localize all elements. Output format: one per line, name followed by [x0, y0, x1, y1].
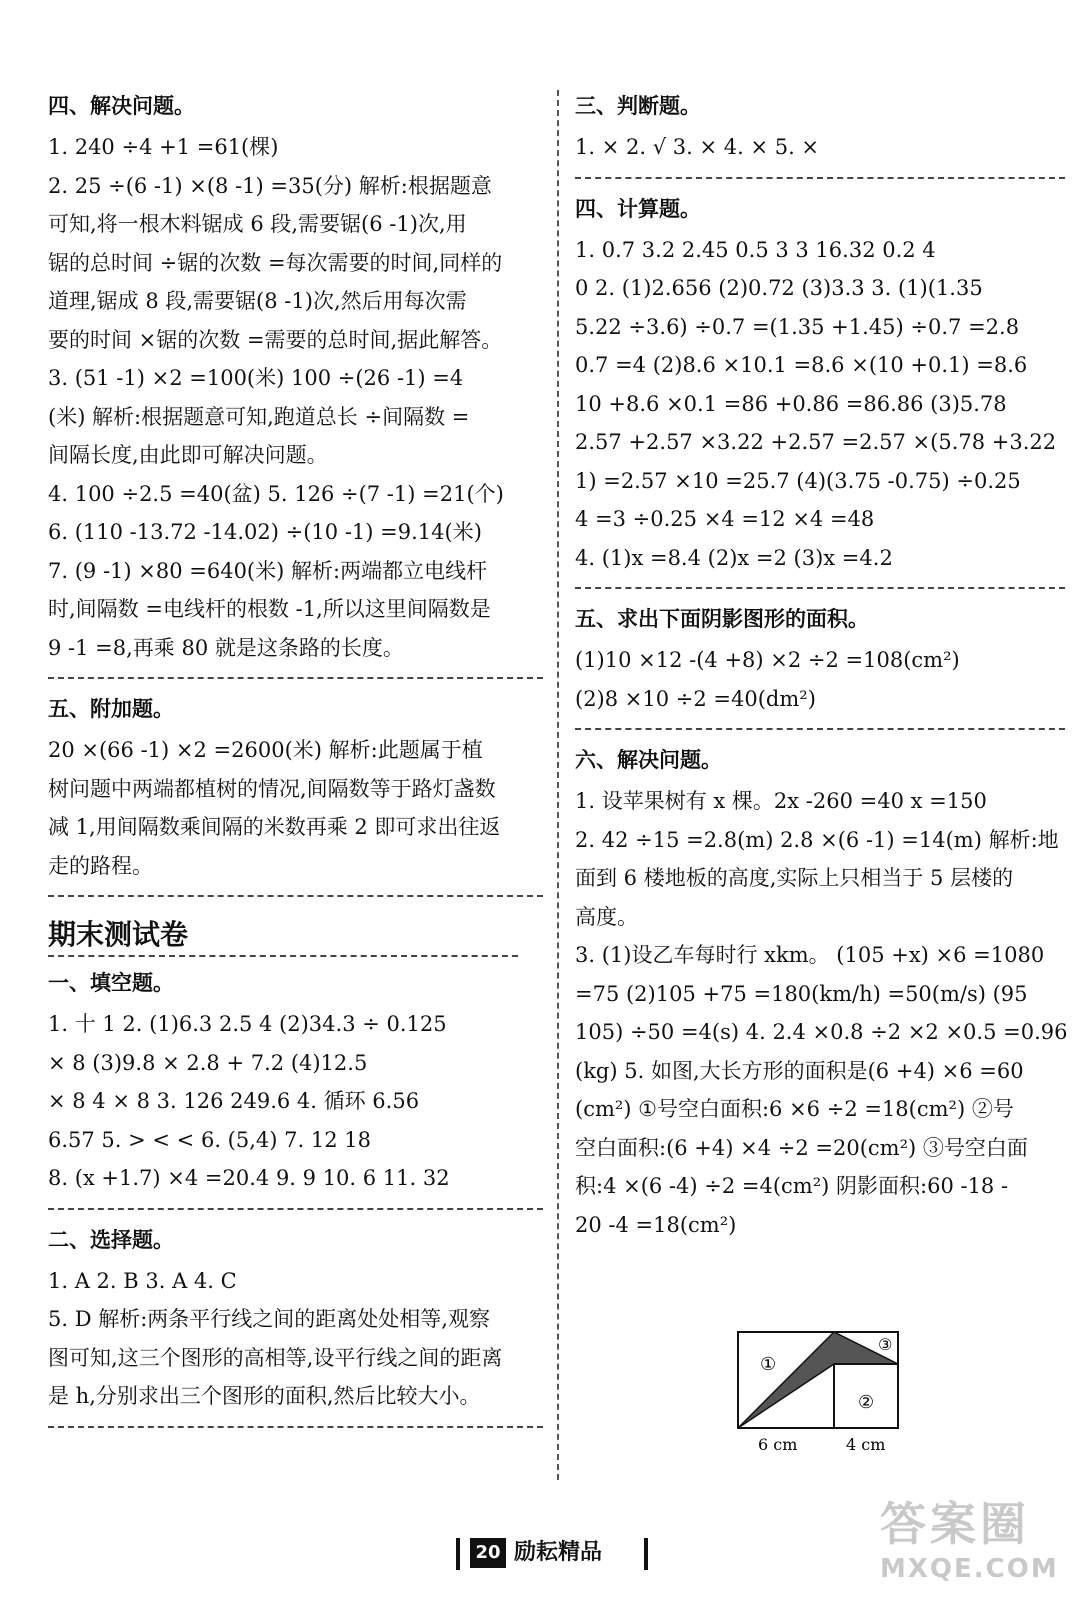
text-line: 积:4 ×(6 -4) ÷2 =4(cm²) 阴影面积:60 -18 -: [575, 1174, 1009, 1198]
text-line: 锯的总时间 ÷锯的次数 =每次需要的时间,同样的: [48, 250, 503, 275]
text-line: (kg) 5. 如图,大长方形的面积是(6 +4) ×6 =60: [575, 1058, 1024, 1083]
separator: [48, 1426, 543, 1428]
text-line: 20 -4 =18(cm²): [575, 1212, 737, 1237]
text-line: 4. 100 ÷2.5 =40(盆) 5. 126 ÷(7 -1) =21(个): [48, 481, 504, 506]
left-section5-body: [48, 731, 543, 885]
big-rectangle: [738, 1332, 898, 1428]
footer-bar-right: [644, 1538, 648, 1570]
shaded-region: [738, 1332, 898, 1428]
text-line: 1) =2.57 ×10 =25.7 (4)(3.75 -0.75) ÷0.25: [575, 468, 1021, 493]
text-line: 面到 6 楼地板的高度,实际上只相当于 5 层楼的: [575, 866, 1014, 890]
separator: [48, 895, 543, 897]
calculation-title: 四、计算题。: [575, 196, 701, 221]
choice-title: 二、选择题。: [48, 1227, 174, 1252]
text-line: 2.57 +2.57 ×3.22 +2.57 =2.57 ×(5.78 +3.22: [575, 430, 1057, 454]
separator: [575, 587, 1065, 589]
fill-blank-title: 一、填空题。: [48, 971, 174, 995]
watermark-text: 答案圈: [880, 1497, 1030, 1551]
text-line: 树问题中两端都植树的情况,间隔数等于路灯盏数: [48, 776, 496, 801]
text-line: 道理,锯成 8 段,需要锯(8 -1)次,然后用每次需: [48, 289, 467, 313]
judgement-body: [575, 128, 1065, 167]
dim-label-right: 4 cm: [846, 1435, 886, 1454]
problem-body: [575, 782, 1068, 1244]
exam-title: 期末测试卷: [48, 918, 189, 951]
judgement-title: 三、判断题。: [575, 94, 701, 118]
left-column: [48, 84, 543, 1442]
text-line: (1)10 ×12 -(4 +8) ×2 ÷2 =108(cm²): [575, 648, 960, 672]
left-section4-body: [48, 128, 543, 667]
text-line: =75 (2)105 +75 =180(km/h) =50(m/s) (95: [575, 981, 1028, 1006]
brand-name: 励耘精品: [514, 1540, 603, 1565]
dim-label-left: 6 cm: [758, 1435, 798, 1454]
text-line: 9 -1 =8,再乘 80 就是这条路的长度。: [48, 635, 404, 660]
text-line: 空白面积:(6 +4) ×4 ÷2 =20(cm²) ③号空白面: [575, 1135, 1028, 1160]
text-line: 时,间隔数 =电线杆的根数 -1,所以这里间隔数是: [48, 597, 491, 621]
fill-blank-body: [48, 1005, 543, 1198]
text-line: (cm²) ①号空白面积:6 ×6 ÷2 =18(cm²) ②号: [575, 1097, 1014, 1121]
text-line: 20 ×(66 -1) ×2 =2600(米) 解析:此题属于植: [48, 738, 483, 762]
page-number: 20: [470, 1538, 506, 1568]
text-line: 1. × 2. √ 3. × 4. × 5. ×: [575, 135, 820, 159]
footer-bar-left: [456, 1538, 460, 1570]
text-line: 2. 25 ÷(6 -1) ×(8 -1) =35(分) 解析:根据题意: [48, 173, 492, 198]
text-line: 1. 十 1 2. (1)6.3 2.5 4 (2)34.3 ÷ 0.125: [48, 1012, 447, 1036]
region-label-1: ①: [760, 1354, 777, 1375]
text-line: × 8 (3)9.8 × 2.8 + 7.2 (4)12.5: [48, 1050, 368, 1075]
text-line: 6.57 5. > < < 6. (5,4) 7. 12 18: [48, 1127, 371, 1152]
text-line: 间隔长度,由此即可解决问题。: [48, 443, 328, 467]
region-label-3: ③: [878, 1335, 893, 1354]
text-line: 10 +8.6 ×0.1 =86 +0.86 =86.86 (3)5.78: [575, 391, 1007, 416]
watermark-url: MXQE.COM: [880, 1554, 1059, 1584]
text-line: 走的路程。: [48, 853, 153, 878]
text-line: × 8 4 × 8 3. 126 249.6 4. 循环 6.56: [48, 1089, 420, 1113]
left-section4-title: 四、解决问题。: [48, 94, 195, 118]
text-line: 1. 240 ÷4 +1 =61(棵): [48, 135, 279, 159]
area-body: [575, 641, 1065, 718]
text-line: 0.7 =4 (2)8.6 ×10.1 =8.6 ×(10 +0.1) =8.6: [575, 353, 1028, 377]
text-line: 1. A 2. B 3. A 4. C: [48, 1268, 237, 1293]
problem-title: 六、解决问题。: [575, 748, 722, 772]
right-column: [575, 84, 1068, 1244]
text-line: 3. (1)设乙车每时行 xkm。 (105 +x) ×6 =1080: [575, 943, 1045, 967]
text-line: 1. 0.7 3.2 2.45 0.5 3 3 16.32 0.2 4: [575, 237, 936, 262]
text-line: 图可知,这三个图形的高相等,设平行线之间的距离: [48, 1345, 503, 1370]
text-line: (2)8 ×10 ÷2 =40(dm²): [575, 686, 816, 711]
choice-body: [48, 1262, 543, 1416]
text-line: 可知,将一根木料锯成 6 段,需要锯(6 -1)次,用: [48, 212, 467, 236]
text-line: (米) 解析:根据题意可知,跑道总长 ÷间隔数 =: [48, 404, 470, 429]
text-line: 3. (51 -1) ×2 =100(米) 100 ÷(26 -1) =4: [48, 366, 464, 390]
text-line: 要的时间 ×锯的次数 =需要的总时间,据此解答。: [48, 327, 503, 352]
area-title: 五、求出下面阴影图形的面积。: [575, 607, 869, 631]
separator: [575, 728, 1065, 730]
text-line: 105) ÷50 =4(s) 4. 2.4 ×0.8 ÷2 ×2 ×0.5 =0.96: [575, 1020, 1068, 1044]
text-line: 1. 设苹果树有 x 棵。2x -260 =40 x =150: [575, 789, 987, 813]
exam-title-rule: [48, 955, 518, 957]
left-section5-title: 五、附加题。: [48, 697, 174, 721]
text-line: 减 1,用间隔数乘间隔的米数再乘 2 即可求出往返: [48, 815, 501, 839]
rectangle-figure: [730, 1328, 910, 1458]
text-line: 4 =3 ÷0.25 ×4 =12 ×4 =48: [575, 507, 875, 531]
separator: [48, 1208, 543, 1210]
text-line: 6. (110 -13.72 -14.02) ÷(10 -1) =9.14(米): [48, 520, 482, 544]
watermark: [880, 1488, 1070, 1588]
separator: [48, 677, 543, 679]
page-footer: [456, 1538, 656, 1574]
text-line: 8. (x +1.7) ×4 =20.4 9. 9 10. 6 11. 32: [48, 1166, 450, 1190]
text-line: 5.22 ÷3.6) ÷0.7 =(1.35 +1.45) ÷0.7 =2.8: [575, 314, 1020, 339]
text-line: 2. 42 ÷15 =2.8(m) 2.8 ×(6 -1) =14(m) 解析:地: [575, 827, 1059, 852]
text-line: 7. (9 -1) ×80 =640(米) 解析:两端都立电线杆: [48, 558, 488, 583]
region-label-2: ②: [858, 1392, 875, 1413]
text-line: 高度。: [575, 904, 638, 929]
column-divider: [557, 90, 559, 1480]
text-line: 是 h,分别求出三个图形的面积,然后比较大小。: [48, 1384, 481, 1408]
calculation-body: [575, 231, 1065, 578]
text-line: 5. D 解析:两条平行线之间的距离处处相等,观察: [48, 1307, 490, 1331]
text-line: 4. (1)x =8.4 (2)x =2 (3)x =4.2: [575, 545, 893, 570]
text-line: 0 2. (1)2.656 (2)0.72 (3)3.3 3. (1)(1.35: [575, 276, 983, 300]
separator: [575, 177, 1065, 179]
